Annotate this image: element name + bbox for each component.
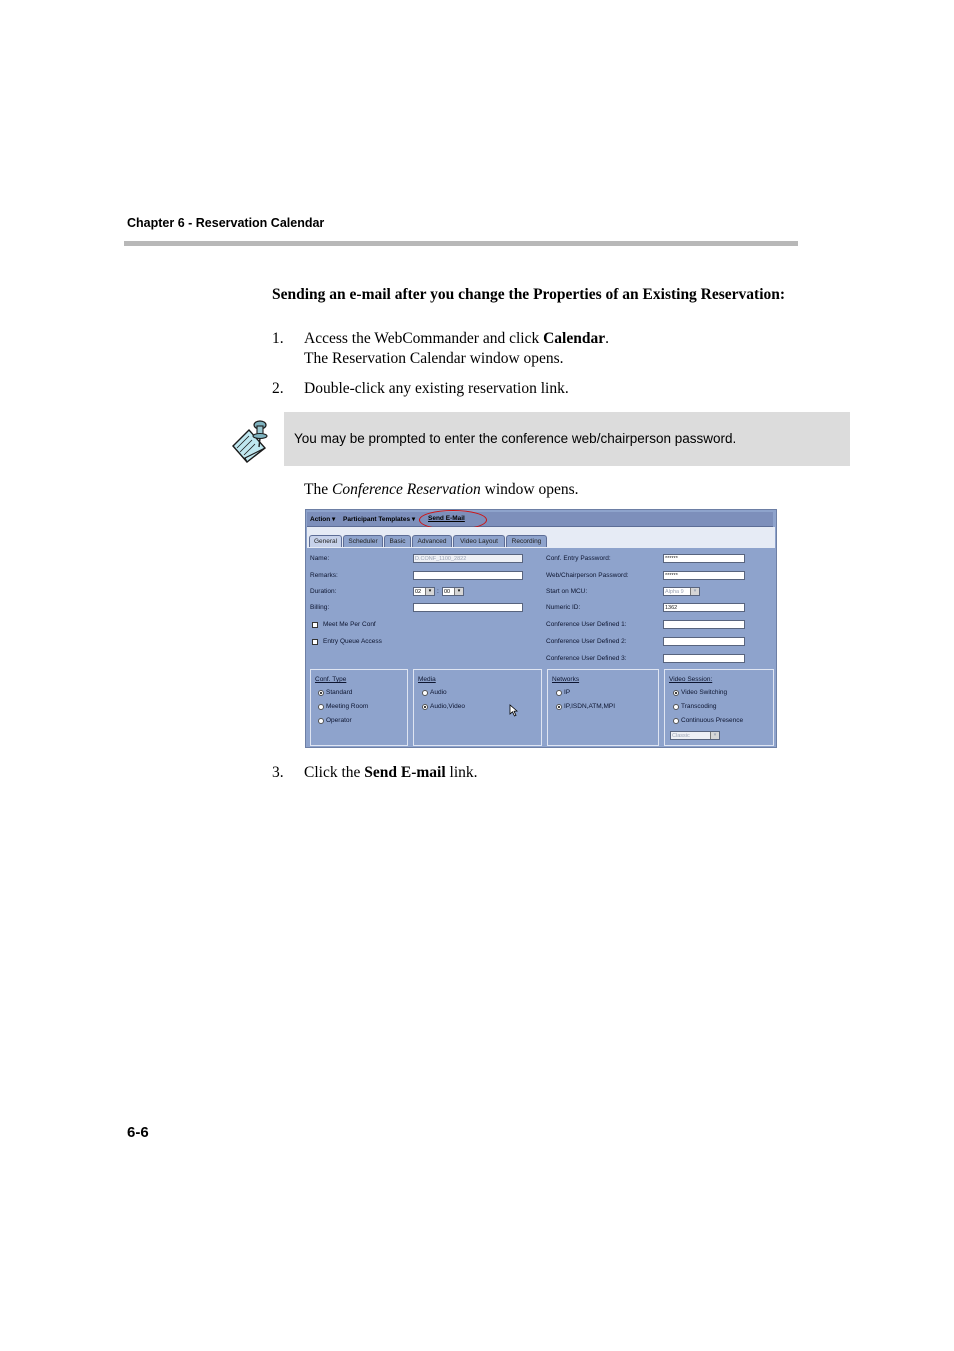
step-number: 2. (272, 380, 284, 397)
duration-separator: : (437, 588, 439, 595)
step-2 (272, 379, 792, 399)
continuous-presence-radio[interactable] (673, 718, 679, 724)
chair-password-input[interactable]: ****** (663, 571, 745, 580)
tab-advanced[interactable]: Advanced (412, 535, 452, 547)
conf-type-meeting-room-radio[interactable] (318, 704, 324, 710)
chapter-header: Chapter 6 - Reservation Calendar (127, 216, 325, 230)
layout-select[interactable]: Classic ▾ (670, 731, 720, 740)
step-number: 1. (272, 330, 284, 347)
video-session-option: Continuous Presence (681, 717, 744, 724)
tab-video-layout[interactable]: Video Layout (453, 535, 505, 547)
chevron-down-icon: ▾ (710, 732, 719, 739)
entry-queue-label: Entry Queue Access (323, 638, 382, 645)
conf-type-standard-radio[interactable] (318, 690, 324, 696)
name-input[interactable]: D.CONF_1100_2822 (413, 554, 523, 563)
media-group (413, 669, 542, 746)
conference-window-caption: The Conference Reservation window opens. (304, 481, 579, 498)
conference-reservation-window (305, 509, 777, 748)
chair-password-label: Web/Chairperson Password: (546, 572, 629, 579)
mouse-pointer-icon (509, 704, 518, 717)
step-text: Click the Send E-mail link. (304, 764, 478, 781)
action-menu[interactable]: Action ▾ (310, 516, 336, 523)
conf-type-operator-radio[interactable] (318, 718, 324, 724)
media-audio-video-radio[interactable] (422, 704, 428, 710)
entry-password-input[interactable]: ****** (663, 554, 745, 563)
header-rule (124, 241, 798, 246)
conf-type-option: Operator (326, 717, 352, 724)
step-1 (272, 329, 792, 371)
networks-title: Networks (552, 676, 580, 683)
entry-password-label: Conf. Entry Password: (546, 555, 611, 562)
chevron-down-icon: ▾ (690, 588, 699, 595)
billing-input[interactable] (413, 603, 523, 612)
start-mcu-label: Start on MCU: (546, 588, 588, 595)
step-text: Access the WebCommander and click Calendar. (304, 330, 609, 347)
calendar-term: Calendar (543, 330, 606, 347)
chevron-down-icon: ▾ (454, 588, 463, 595)
networks-mixed-radio[interactable] (556, 704, 562, 710)
participant-templates-menu[interactable]: Participant Templates ▾ (343, 516, 416, 523)
user-defined-2-input[interactable] (663, 637, 745, 646)
video-session-option: Video Switching (681, 689, 728, 696)
duration-minutes-select[interactable]: 00 ▾ (442, 587, 464, 596)
entry-queue-checkbox[interactable] (312, 639, 318, 645)
networks-option: IP (564, 689, 571, 696)
transcoding-radio[interactable] (673, 704, 679, 710)
name-label: Name: (310, 555, 330, 562)
step-number: 3. (272, 764, 284, 781)
video-session-option: Transcoding (681, 703, 717, 710)
numeric-id-input[interactable]: 1362 (663, 603, 745, 612)
duration-label: Duration: (310, 588, 337, 595)
chevron-down-icon: ▾ (425, 588, 434, 595)
page-number: 6-6 (127, 1124, 149, 1141)
networks-option: IP,ISDN,ATM,MPI (564, 703, 616, 710)
conference-reservation-term: Conference Reservation (331, 481, 481, 498)
media-option: Audio,Video (430, 703, 465, 710)
remarks-input[interactable] (413, 571, 523, 580)
meet-me-checkbox[interactable] (312, 622, 318, 628)
user-defined-3-label: Conference User Defined 3: (546, 655, 627, 662)
user-defined-3-input[interactable] (663, 654, 745, 663)
step-result: The Reservation Calendar window opens. (304, 350, 564, 367)
networks-group (547, 669, 659, 746)
section-heading: Sending an e-mail after you change the Properties of an Existing Reservation: (272, 286, 786, 303)
send-email-term: Send E-mail (364, 764, 446, 781)
duration-hours-select[interactable]: 02 ▾ (413, 587, 435, 596)
conf-type-group (310, 669, 408, 746)
media-option: Audio (430, 689, 447, 696)
tab-basic[interactable]: Basic (384, 535, 411, 547)
window-toolbar (307, 512, 773, 527)
send-email-link[interactable]: Send E-Mail (428, 515, 465, 522)
note-text: You may be prompted to enter the conference web/chairperson password. (294, 431, 737, 446)
conf-type-option: Meeting Room (326, 703, 369, 710)
video-switching-radio[interactable] (673, 690, 679, 696)
video-session-title: Video Session: (669, 676, 713, 683)
video-session-group (664, 669, 774, 746)
tab-general[interactable]: General (309, 535, 342, 547)
note-box (284, 412, 850, 466)
media-audio-radio[interactable] (422, 690, 428, 696)
conf-type-option: Standard (326, 689, 353, 696)
conf-type-title: Conf. Type (315, 676, 347, 683)
tab-scheduler[interactable]: Scheduler (343, 535, 383, 547)
networks-ip-radio[interactable] (556, 690, 562, 696)
user-defined-2-label: Conference User Defined 2: (546, 638, 627, 645)
step-3 (272, 763, 792, 783)
start-mcu-select[interactable]: Alpha 9 ▾ (663, 587, 700, 596)
user-defined-1-label: Conference User Defined 1: (546, 621, 627, 628)
meet-me-label: Meet Me Per Conf (323, 621, 376, 628)
tab-recording[interactable]: Recording (506, 535, 547, 547)
media-title: Media (418, 676, 436, 683)
step-text: Double-click any existing reservation link. (304, 380, 569, 397)
user-defined-1-input[interactable] (663, 620, 745, 629)
tab-bar (307, 527, 775, 548)
billing-label: Billing: (310, 604, 330, 611)
remarks-label: Remarks: (310, 572, 338, 579)
numeric-id-label: Numeric ID: (546, 604, 581, 611)
note-pushpin-icon (229, 418, 275, 464)
